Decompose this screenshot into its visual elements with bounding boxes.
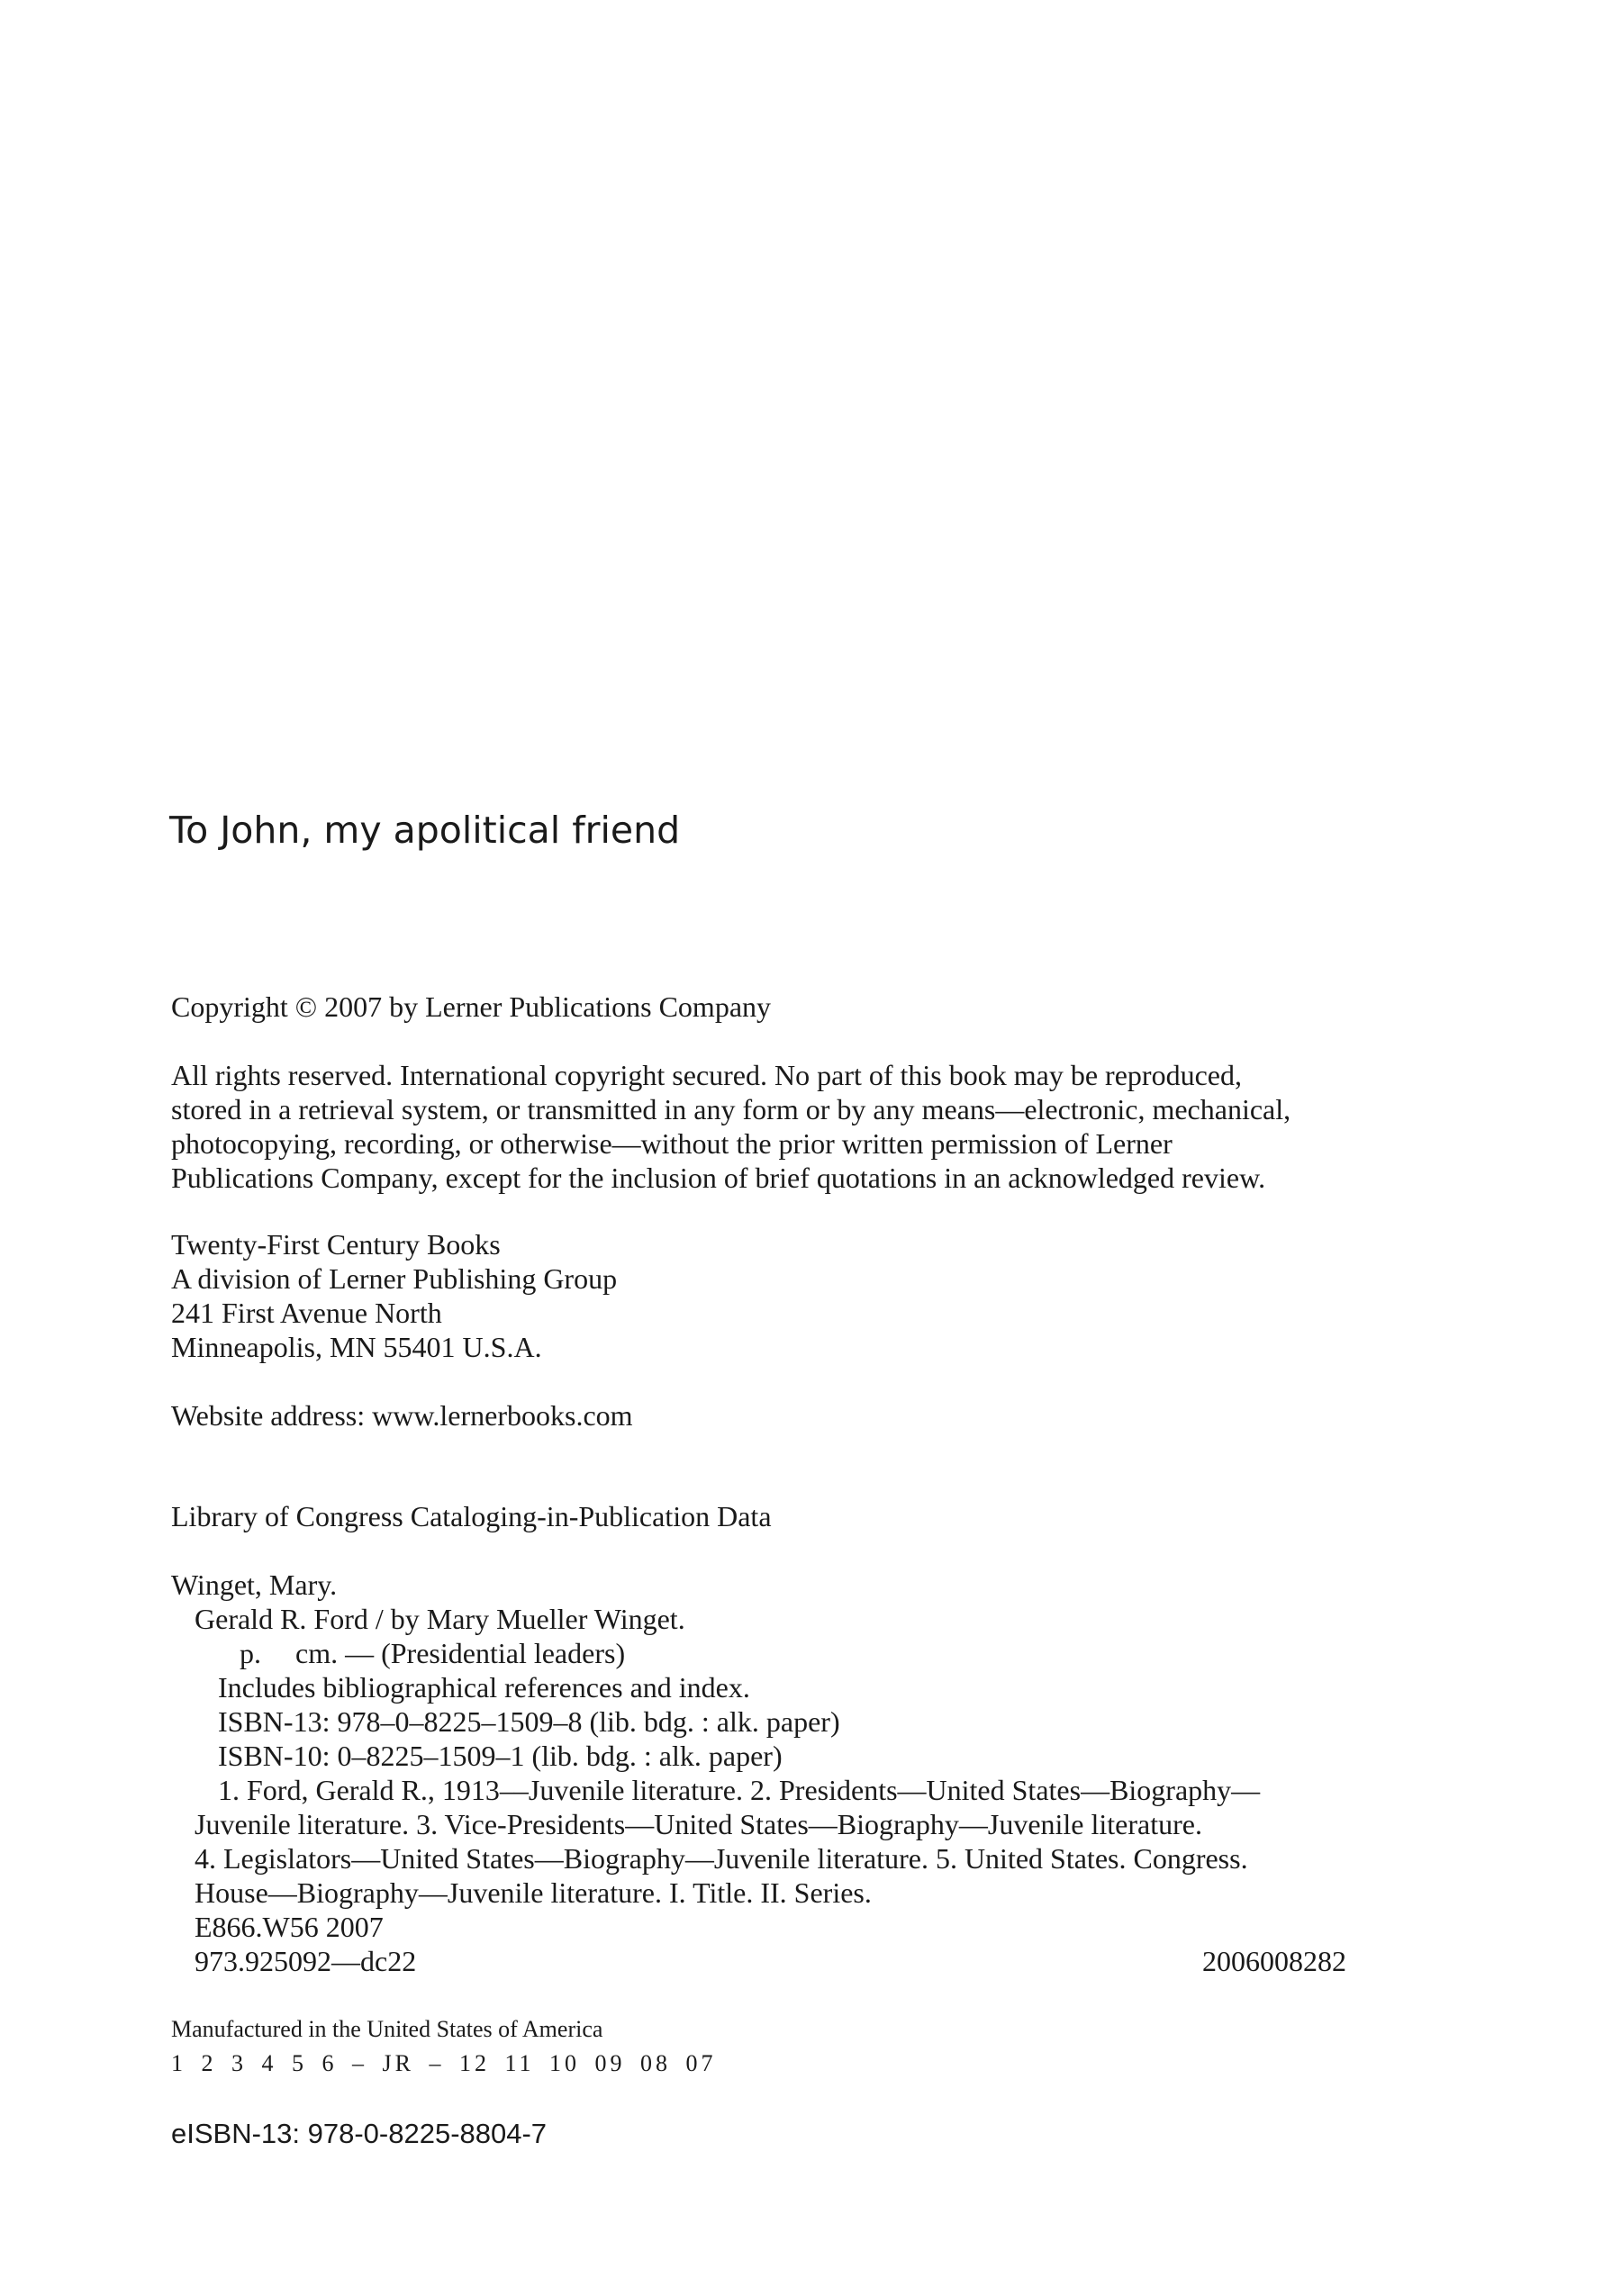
cip-pages: p. (240, 1637, 261, 1669)
cip-call-number: E866.W56 2007 (195, 1911, 384, 1943)
publisher-line: Minneapolis, MN 55401 U.S.A. (171, 1331, 542, 1363)
cip-subject-line: 1. Ford, Gerald R., 1913––Juvenile literature. 2. Presidents—United States—Biography— (218, 1774, 1261, 1806)
print-line: 1 2 3 4 5 6 – JR – 12 11 10 09 08 07 (171, 2050, 717, 2076)
cip-author: Winget, Mary. (171, 1568, 338, 1601)
rights-paragraph (171, 1058, 1360, 1195)
cip-classification-row (171, 1944, 1360, 1978)
cip-subject-line: 4. Legislators—United States—Biography—Juvenile literature. 5. United States. Congress. (195, 1842, 1248, 1875)
cip-title-line: Gerald R. Ford / by Mary Mueller Winget. (195, 1603, 685, 1635)
cip-subject-line: House—Biography—Juvenile literature. I. Title. II. Series. (195, 1876, 872, 1909)
cip-dewey: 973.925092—dc22 (195, 1945, 417, 1977)
cip-includes: Includes bibliographical references and index. (218, 1671, 750, 1704)
cip-heading: Library of Congress Cataloging-in-Publication Data (171, 1500, 772, 1532)
publisher-line: 241 First Avenue North (171, 1297, 442, 1329)
publisher-address (171, 1227, 1360, 1364)
cip-lccn: 2006008282 (1202, 1945, 1346, 1977)
rights-line: All rights reserved. International copyright secured. No part of this book may be reproduced, (171, 1059, 1242, 1091)
cip-size-series: cm. — (Presidential leaders) (295, 1637, 626, 1669)
cip-block (171, 1568, 1360, 1978)
publisher-line: A division of Lerner Publishing Group (171, 1262, 618, 1295)
rights-line: stored in a retrieval system, or transmitted in any form or by any means—electronic, mechanical, (171, 1093, 1291, 1125)
dedication: To John, my apolitical friend (169, 809, 681, 852)
cip-subject-line: Juvenile literature. 3. Vice-Presidents—United States—Biography—Juvenile literature. (195, 1808, 1202, 1840)
rights-line: photocopying, recording, or otherwise—without the prior written permission of Lerner (171, 1127, 1173, 1160)
cip-isbn10: ISBN-10: 0–8225–1509–1 (lib. bdg. : alk. paper) (218, 1740, 783, 1772)
publisher-line: Twenty-First Century Books (171, 1228, 501, 1261)
cip-physical-description (171, 1636, 1360, 1670)
copyright-notice: Copyright © 2007 by Lerner Publications Company (171, 990, 772, 1023)
manufactured-note: Manufactured in the United States of America (171, 2016, 603, 2042)
website-address: Website address: www.lernerbooks.com (171, 1399, 633, 1432)
cip-isbn13: ISBN-13: 978–0–8225–1509–8 (lib. bdg. : alk. paper) (218, 1705, 840, 1738)
eisbn: eISBN-13: 978-0-8225-8804-7 (171, 2118, 548, 2149)
rights-line: Publications Company, except for the inclusion of brief quotations in an acknowledged review. (171, 1162, 1266, 1194)
